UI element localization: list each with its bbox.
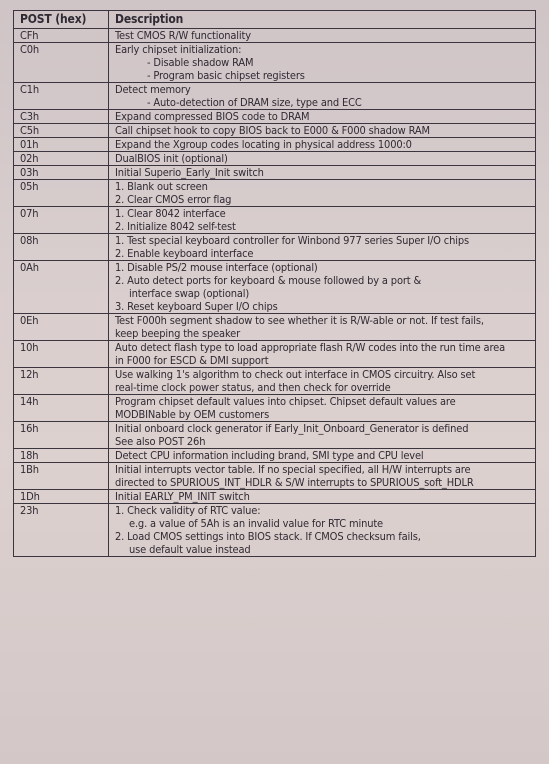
description-cell	[109, 261, 536, 314]
description-line: interface swap (optional)	[129, 287, 250, 300]
post-code-table	[13, 10, 536, 557]
description-cell	[109, 395, 536, 422]
description-line: 1. Blank out screen	[115, 180, 208, 193]
description-line: 2. Load CMOS settings into BIOS stack. If CMOS checksum fails,	[115, 530, 421, 543]
table-row	[14, 207, 536, 234]
description-cell	[109, 422, 536, 449]
description-line: 2. Auto detect ports for keyboard & mouse followed by a port &	[115, 274, 422, 287]
description-line: use default value instead	[129, 543, 251, 556]
description-line: See also POST 26h	[115, 435, 206, 448]
description-cell	[109, 180, 536, 207]
description-line: keep beeping the speaker	[115, 327, 241, 340]
description-line: Detect memory	[115, 83, 191, 96]
table-row	[14, 152, 536, 166]
description-cell	[109, 83, 536, 110]
post-code-cell: C0h	[14, 43, 109, 83]
table-row	[14, 368, 536, 395]
description-line: - Auto-detection of DRAM size, type and ECC	[147, 96, 362, 109]
description-cell	[109, 138, 536, 152]
description-line: Early chipset initialization:	[115, 43, 242, 56]
table-row	[14, 422, 536, 449]
description-line: 3. Reset keyboard Super I/O chips	[115, 300, 278, 313]
table-row	[14, 124, 536, 138]
post-code-cell: C5h	[14, 124, 109, 138]
description-line: Initial EARLY_PM_INIT switch	[115, 490, 250, 503]
description-line: Program chipset default values into chipset. Chipset default values are	[115, 395, 456, 408]
description-line: Auto detect flash type to load appropriate flash R/W codes into the run time area	[115, 341, 505, 354]
description-cell	[109, 110, 536, 124]
description-line: Initial Superio_Early_Init switch	[115, 166, 264, 179]
post-code-cell: 23h	[14, 504, 109, 557]
table-body	[14, 29, 536, 557]
description-cell	[109, 504, 536, 557]
post-code-cell: C3h	[14, 110, 109, 124]
post-code-cell: 08h	[14, 234, 109, 261]
post-code-cell: 10h	[14, 341, 109, 368]
description-line: - Program basic chipset registers	[147, 69, 305, 82]
table-row	[14, 261, 536, 314]
table-row	[14, 463, 536, 490]
description-line: 1. Clear 8042 interface	[115, 207, 226, 220]
post-code-cell: 01h	[14, 138, 109, 152]
description-cell	[109, 463, 536, 490]
table-row	[14, 180, 536, 207]
description-cell	[109, 341, 536, 368]
description-line: 2. Clear CMOS error flag	[115, 193, 232, 206]
description-line: 1. Disable PS/2 mouse interface (optional)	[115, 261, 318, 274]
table-row	[14, 395, 536, 422]
description-line: MODBINable by OEM customers	[115, 408, 270, 421]
description-line: Use walking 1's algorithm to check out interface in CMOS circuitry. Also set	[115, 368, 476, 381]
description-cell	[109, 124, 536, 138]
description-line: real-time clock power status, and then check for override	[115, 381, 391, 394]
table-row	[14, 166, 536, 180]
table-row	[14, 314, 536, 341]
description-line: Test F000h segment shadow to see whether it is R/W-able or not. If test fails,	[115, 314, 484, 327]
table-row	[14, 234, 536, 261]
table-row	[14, 43, 536, 83]
post-code-cell: CFh	[14, 29, 109, 43]
post-code-cell: 03h	[14, 166, 109, 180]
description-cell	[109, 43, 536, 83]
post-code-cell: 1Bh	[14, 463, 109, 490]
post-code-cell: 0Ah	[14, 261, 109, 314]
table-header-row	[14, 11, 536, 29]
description-line: Detect CPU information including brand, SMI type and CPU level	[115, 449, 424, 462]
description-line: 2. Enable keyboard interface	[115, 247, 254, 260]
description-line: Call chipset hook to copy BIOS back to E000 & F000 shadow RAM	[115, 124, 430, 137]
description-line: 1. Check validity of RTC value:	[115, 504, 261, 517]
post-code-cell: 14h	[14, 395, 109, 422]
column-header-description: Description	[109, 11, 536, 29]
post-code-cell: C1h	[14, 83, 109, 110]
post-code-cell: 1Dh	[14, 490, 109, 504]
description-cell	[109, 29, 536, 43]
description-line: 1. Test special keyboard controller for Winbond 977 series Super I/O chips	[115, 234, 469, 247]
description-cell	[109, 234, 536, 261]
description-cell	[109, 368, 536, 395]
description-line: Expand compressed BIOS code to DRAM	[115, 110, 310, 123]
post-code-cell: 07h	[14, 207, 109, 234]
description-cell	[109, 207, 536, 234]
description-line: directed to SPURIOUS_INT_HDLR & S/W interrupts to SPURIOUS_soft_HDLR	[115, 476, 474, 489]
table-row	[14, 29, 536, 43]
description-cell	[109, 449, 536, 463]
post-code-cell: 16h	[14, 422, 109, 449]
post-code-cell: 18h	[14, 449, 109, 463]
table-row	[14, 449, 536, 463]
column-header-code: POST (hex)	[14, 11, 109, 29]
description-line: Test CMOS R/W functionality	[115, 29, 251, 42]
description-line: 2. Initialize 8042 self-test	[115, 220, 236, 233]
post-code-cell: 02h	[14, 152, 109, 166]
table-row	[14, 110, 536, 124]
description-cell	[109, 490, 536, 504]
table-row	[14, 504, 536, 557]
post-code-cell: 12h	[14, 368, 109, 395]
description-line: DualBIOS init (optional)	[115, 152, 228, 165]
description-line: - Disable shadow RAM	[147, 56, 254, 69]
post-code-cell: 0Eh	[14, 314, 109, 341]
description-line: Expand the Xgroup codes locating in physical address 1000:0	[115, 138, 412, 151]
description-cell	[109, 152, 536, 166]
description-cell	[109, 314, 536, 341]
description-line: in F000 for ESCD & DMI support	[115, 354, 269, 367]
table-row	[14, 138, 536, 152]
table-row	[14, 83, 536, 110]
table-row	[14, 490, 536, 504]
description-line: Initial interrupts vector table. If no special specified, all H/W interrupts are	[115, 463, 471, 476]
description-line: e.g. a value of 5Ah is an invalid value for RTC minute	[129, 517, 383, 530]
description-cell	[109, 166, 536, 180]
description-line: Initial onboard clock generator if Early_Init_Onboard_Generator is defined	[115, 422, 469, 435]
table-row	[14, 341, 536, 368]
post-code-cell: 05h	[14, 180, 109, 207]
